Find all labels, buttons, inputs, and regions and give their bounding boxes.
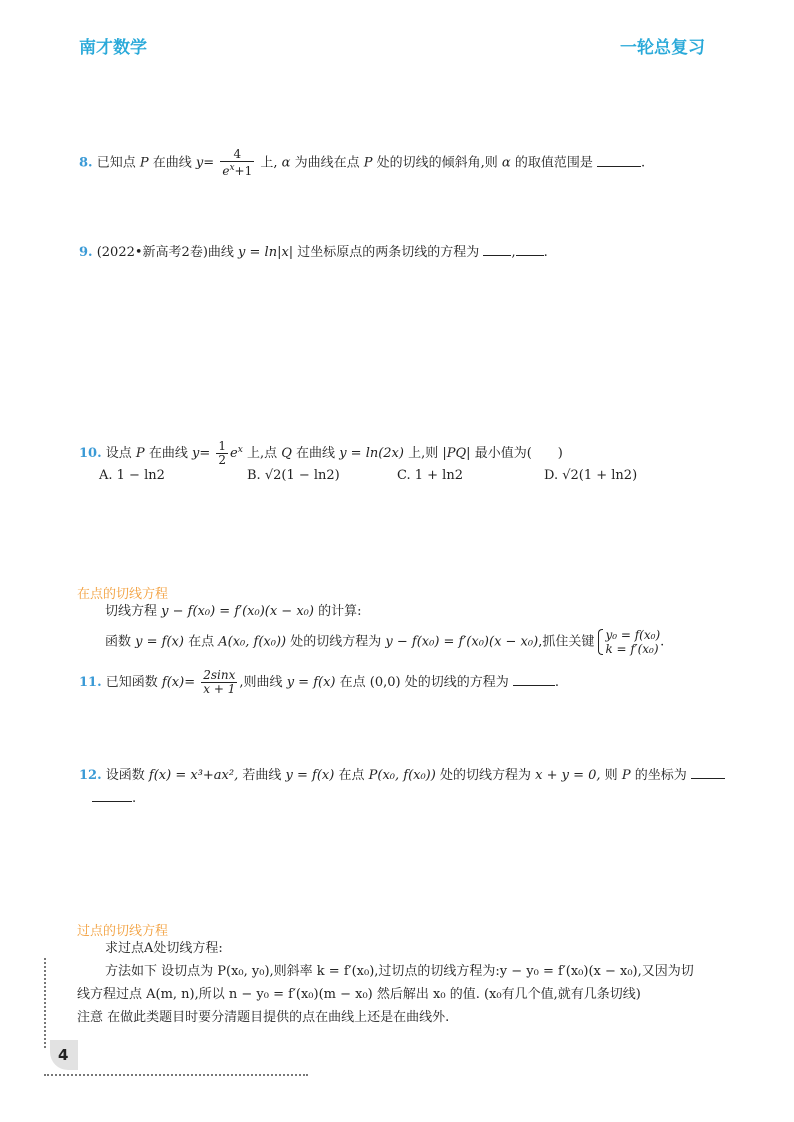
answer-blank-continued: . (92, 790, 136, 808)
question-number: 8. (79, 155, 93, 171)
answer-blank (483, 254, 511, 256)
answer-blank (691, 777, 725, 779)
section-text: 方法如下 设切点为 P(x₀, y₀),则斜率 k = f′(x₀),过切点的切线方程为:y − y₀ = f′(x₀)(x − x₀),又因为切 (105, 964, 694, 979)
question-8: 8. 已知点 P 在曲线 y= $\frac{4}{e^x+1}$ 上, α 为曲线在点 P 处的切线的倾斜角,则 α 的取值范围是 . (79, 147, 646, 178)
section-title-tangent-through-point: 过点的切线方程 (77, 924, 169, 939)
decorative-dotted-line (44, 958, 46, 1048)
fraction: $\frac{2\sin x}{x + 1}$ (203, 668, 236, 696)
header-title-right: 一轮总复习 (620, 38, 705, 58)
section-text: 函数 y = f(x) 在点 A(x₀, f(x₀)) 处的切线方程为 y − f(x₀) = f′(x₀)(x − x₀),抓住关键 y₀ = f(x₀) k = f′(x₀) . (105, 628, 665, 656)
question-number: 11. (79, 675, 102, 690)
answer-options (99, 468, 659, 486)
option-c: C. 1 + ln2 (397, 468, 463, 483)
question-number: 10. (79, 446, 102, 461)
option-d: D. √2(1 + ln2) (544, 468, 638, 483)
question-12: 12. 设函数 f(x) = x³+ax², 若曲线 y = f(x) 在点 P(x₀, f(x₀)) 处的切线方程为 x + y = 0, 则 P 的坐标为 (79, 767, 725, 785)
section-note: 注意 在做此类题目时要分清题目提供的点在曲线上还是在曲线外. (77, 1010, 450, 1025)
section-text: 求过点A处切线方程: (105, 941, 223, 956)
page-number: 4 (58, 1046, 69, 1064)
question-10: 10. 设点 P 在曲线 y= $\frac{1}{2}$ $e^x$ 上,点 Q 在曲线 y = ln(2x) 上,则 |PQ| 最小值为( ) (79, 439, 563, 467)
answer-blank (516, 254, 544, 256)
option-b: B. √2(1 − ln2) (247, 468, 340, 483)
header-title-left: 南才数学 (79, 38, 147, 58)
equation-system: y₀ = f(x₀) k = f′(x₀) (598, 628, 660, 656)
decorative-dotted-line (44, 1074, 308, 1076)
answer-blank (513, 684, 555, 686)
fraction: $\frac{4}{e^x+1}$ (222, 147, 253, 178)
section-text: 线方程过点 A(m, n),所以 n − y₀ = f′(x₀)(m − x₀) 然后解出 x₀ 的值. (x₀有几个值,就有几条切线) (77, 987, 641, 1002)
question-11: 11. 已知函数 f(x)= $\frac{2\sin x}{x + 1}$ ,则曲线 y = f(x) 在点 (0,0) 处的切线的方程为 . (79, 668, 560, 696)
section-title-tangent-at-point: 在点的切线方程 (77, 587, 169, 602)
section-text: 切线方程 y − f(x₀) = f′(x₀)(x − x₀) 的计算: (105, 604, 362, 619)
answer-blank (597, 165, 641, 167)
option-a: A. 1 − ln2 (99, 468, 165, 483)
fraction: $\frac{1}{2}$ (218, 439, 227, 467)
question-number: 12. (79, 768, 102, 783)
question-9: 9. (2022•新高考2卷)曲线 y = ln|x| 过坐标原点的两条切线的方程为 , . (79, 245, 548, 260)
question-number: 9. (79, 245, 93, 260)
